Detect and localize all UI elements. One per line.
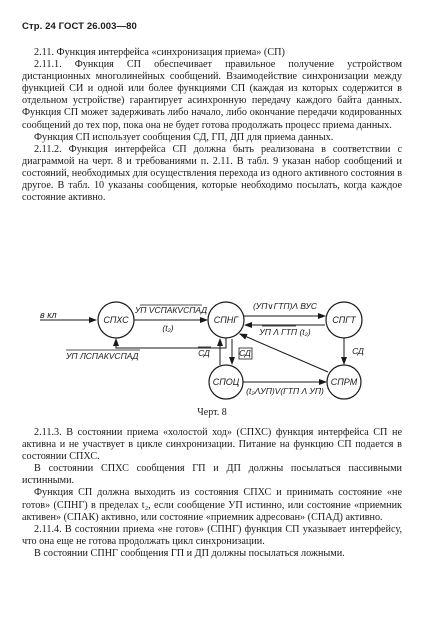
- paragraph: 2.11.3. В состоянии приема «холостой ход» (СПХС) функция интерфейса СП не активна и не участвует в цикле синхронизации. Питание на функцию СП подается в состоянии СПХС.: [22, 427, 402, 463]
- svg-text:СПНГ: СПНГ: [213, 315, 239, 325]
- cd-mid-label: СД: [239, 348, 251, 358]
- cd-left-label: СД: [198, 348, 210, 358]
- spng-to-spgt-label: (УП∨ГТП)Λ ВУС: [252, 301, 318, 311]
- state-sprm: [327, 365, 361, 399]
- paragraph: 2.11.1. Функция СП обеспечивает правильное получение устройством дистанционных многолинейных сообщений. Взаимодействие синхронизации между функцией СИ и одной или более функциями СП (каждая из которых содержится в отдельном устройстве) гарантирует асинхронную передачу каждого байта данных. Функция СП может задерживать либо начало, либо окончание передачи кодированных сообщений до тех пор, пока она не будет готова продолжать процесс приема данных.: [22, 59, 402, 131]
- state-spxs: [98, 302, 134, 338]
- spoc-to-sprm-label: (t₂ΛУП)V(ГТП Λ УП): [246, 386, 324, 396]
- page-header: Стр. 24 ГОСТ 26.003—80: [22, 21, 137, 32]
- top-text-block: [22, 47, 402, 204]
- paragraph: Функция СП использует сообщения СД, ГП, ДП для приема данных.: [34, 131, 334, 143]
- state-spoc: [209, 365, 243, 399]
- paragraph: Функция СП должна выходить из состояния СПХС и принимать состояние «не готов» (СПНГ) в пределах t₂, если сообщение УП истинно, или состояние «приемник активен» (СПАК) активно, или состояние «приемник адресован» (СПАД) активно.: [22, 487, 402, 523]
- svg-text:СПХС: СПХС: [103, 315, 129, 325]
- svg-text:СПРМ: СПРМ: [330, 377, 358, 387]
- section-heading: 2.11. Функция интерфейса «синхронизация приема» (СП): [34, 47, 285, 58]
- bottom-text-block: [22, 427, 402, 560]
- entry-label: в кл: [40, 310, 57, 320]
- cd-right-label: СД: [352, 346, 364, 356]
- spxs-out-label: УП VСПАКVСПАД: [134, 305, 208, 315]
- paragraph: 2.11.2. Функция интерфейса СП должна быть реализована в соответствии с диаграммой на черт. 8 и требованиями п. 2.11. В табл. 9 указан набор сообщений и состояний, необходимых для осуществления перехода из одного активного состояния в другое. В табл. 10 указаны сообщения, которые необходимо посылать, когда каждое состояние активно.: [22, 143, 402, 204]
- state-diagram: [0, 292, 424, 402]
- spgt-to-spng-label: УП Λ ГТП (t₂): [259, 327, 311, 337]
- figure-caption: Черт. 8: [197, 407, 227, 418]
- t2-label: (t₂): [162, 323, 174, 333]
- paragraph: В состоянии СПНГ сообщения ГП и ДП должны посылаться ложными.: [34, 547, 345, 559]
- paragraph: В состоянии СПХС сообщения ГП и ДП должны посылаться пассивными истинными.: [22, 463, 402, 487]
- svg-text:СПОЦ: СПОЦ: [212, 377, 240, 387]
- state-spng: [208, 302, 244, 338]
- state-spgt: [326, 302, 362, 338]
- spxs-in-label: УП ЛСПАКVСПАД: [66, 351, 139, 361]
- paragraph: 2.11.4. В состоянии приема «не готов» (СПНГ) функция СП указывает интерфейсу, что она еще не готова продолжать цикл синхронизации.: [22, 523, 402, 547]
- svg-text:СПГТ: СПГТ: [332, 315, 356, 325]
